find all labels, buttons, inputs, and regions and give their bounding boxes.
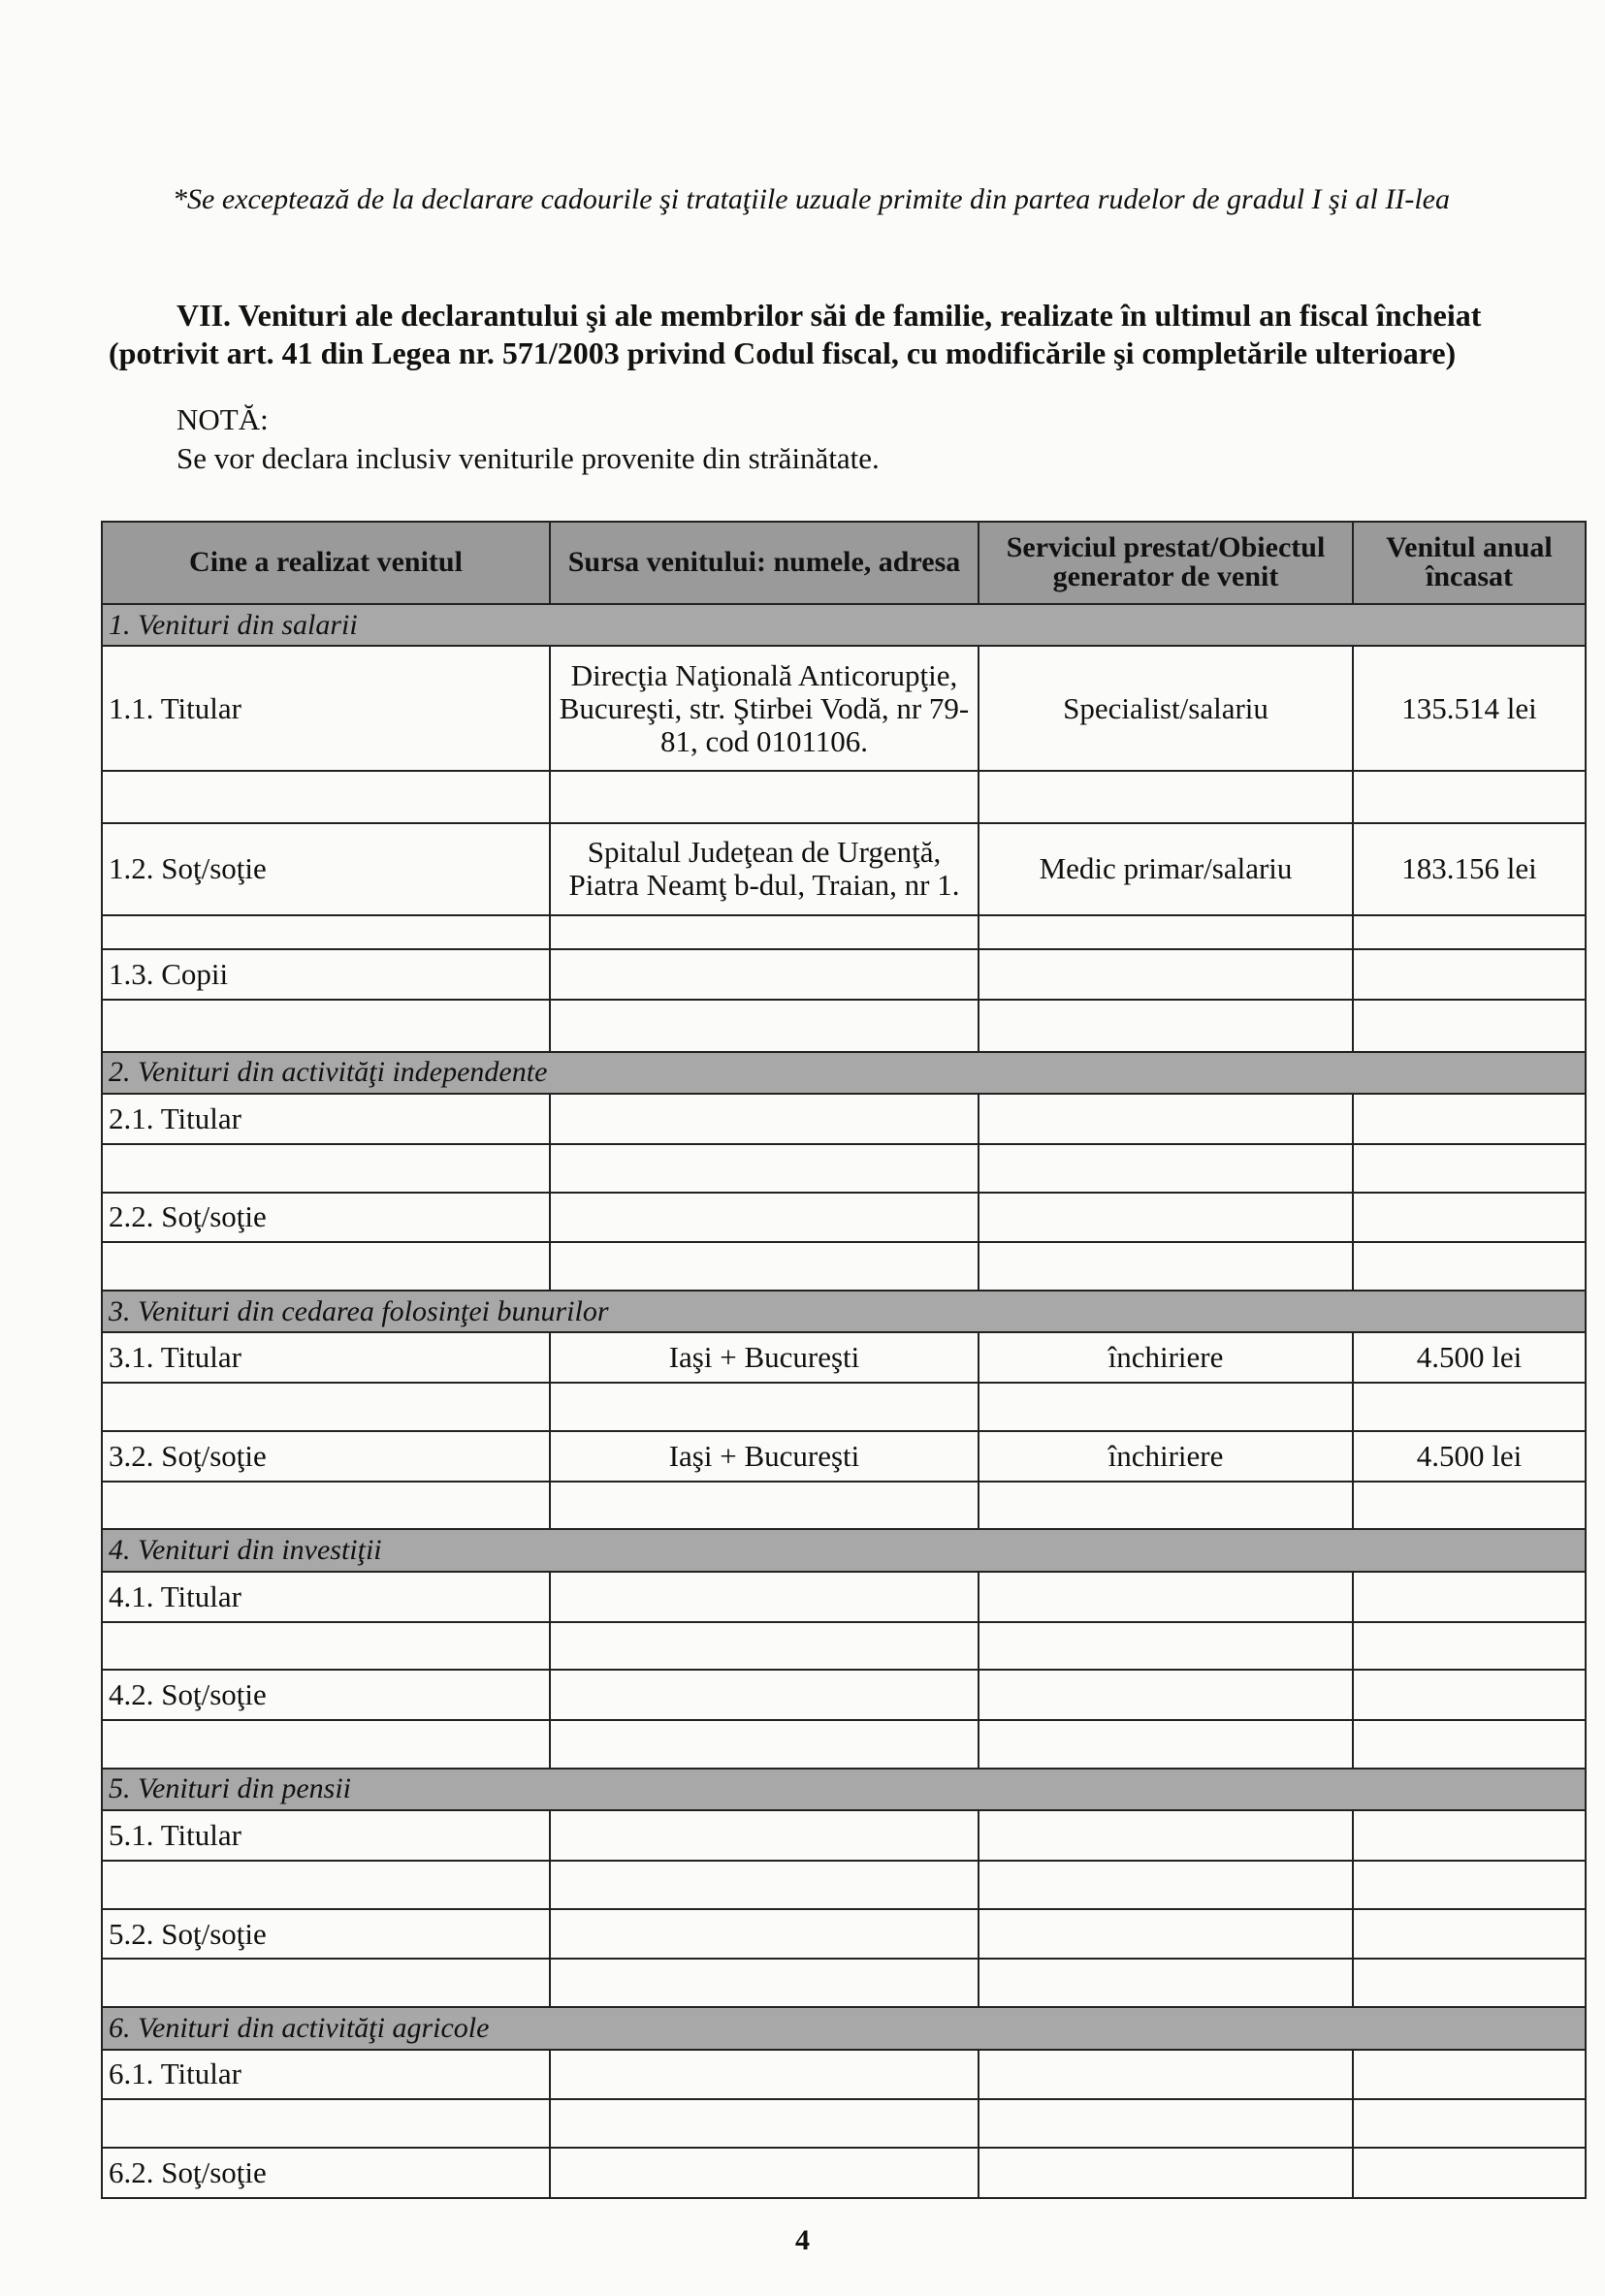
cell-serviciul	[979, 1720, 1353, 1769]
cell-venit	[1353, 1242, 1586, 1291]
cell-sursa: Direcţia Naţională Anticorupţie, Bucureşti, str. Ştirbei Vodă, nr 79-81, cod 0101106.	[550, 646, 979, 770]
cell-serviciul	[979, 1094, 1353, 1144]
cell-serviciul	[979, 1670, 1353, 1720]
cell-sursa	[550, 1670, 979, 1720]
cell-serviciul	[979, 1861, 1353, 1909]
table-row	[102, 646, 1586, 770]
cell-venit	[1353, 1193, 1586, 1243]
table-row	[102, 1909, 1586, 1960]
cell-venit	[1353, 2050, 1586, 2100]
cell-cine: 6.1. Titular	[102, 2050, 550, 2100]
cell-venit	[1353, 1861, 1586, 1909]
table-row	[102, 771, 1586, 823]
cell-sursa	[550, 1909, 979, 1960]
cell-venit	[1353, 1000, 1586, 1052]
cell-cine	[102, 1959, 550, 2007]
cell-venit	[1353, 1810, 1586, 1861]
cell-cine	[102, 1482, 550, 1530]
cell-venit	[1353, 1572, 1586, 1622]
category-row	[102, 2007, 1586, 2049]
cell-cine: 2.1. Titular	[102, 1094, 550, 1144]
cell-cine: 3.1. Titular	[102, 1332, 550, 1383]
cell-sursa	[550, 1482, 979, 1530]
cell-serviciul: Medic primar/salariu	[979, 823, 1353, 915]
table-row	[102, 1144, 1586, 1193]
category-row	[102, 604, 1586, 646]
cell-sursa	[550, 949, 979, 1000]
table-row	[102, 1670, 1586, 1720]
table-row	[102, 1482, 1586, 1530]
cell-venit	[1353, 1959, 1586, 2007]
cell-serviciul	[979, 1000, 1353, 1052]
table-row	[102, 1242, 1586, 1291]
nota-block	[177, 400, 1437, 478]
cell-serviciul	[979, 2148, 1353, 2198]
category-title: 2. Venituri din activităţi independente	[102, 1052, 1586, 1094]
table-row	[102, 2099, 1586, 2148]
cell-sursa	[550, 1144, 979, 1193]
table-row	[102, 1193, 1586, 1243]
cell-sursa: Spitalul Judeţean de Urgenţă, Piatra Neamţ b-dul, Traian, nr 1.	[550, 823, 979, 915]
category-title: 4. Venituri din investiţii	[102, 1529, 1586, 1571]
cell-sursa	[550, 1000, 979, 1052]
cell-cine: 2.2. Soţ/soţie	[102, 1193, 550, 1243]
header-cell-sursa: Sursa venitului: numele, adresa	[550, 522, 979, 604]
cell-serviciul: Specialist/salariu	[979, 646, 1353, 770]
cell-cine	[102, 2099, 550, 2148]
cell-venit	[1353, 949, 1586, 1000]
cell-cine: 5.2. Soţ/soţie	[102, 1909, 550, 1960]
table-row	[102, 1332, 1586, 1383]
table-header-row	[102, 522, 1586, 604]
table-row	[102, 1622, 1586, 1671]
cell-cine	[102, 1861, 550, 1909]
cell-serviciul	[979, 1622, 1353, 1671]
cell-cine	[102, 1242, 550, 1291]
table-row	[102, 1572, 1586, 1622]
cell-cine: 4.1. Titular	[102, 1572, 550, 1622]
category-row	[102, 1769, 1586, 1810]
cell-sursa	[550, 2050, 979, 2100]
cell-venit	[1353, 1720, 1586, 1769]
cell-sursa	[550, 1622, 979, 1671]
cell-cine: 1.2. Soţ/soţie	[102, 823, 550, 915]
category-row	[102, 1291, 1586, 1332]
cell-venit	[1353, 1909, 1586, 1960]
nota-label: NOTĂ:	[177, 402, 269, 436]
cell-sursa	[550, 2099, 979, 2148]
cell-sursa	[550, 771, 979, 823]
table-row	[102, 1959, 1586, 2007]
cell-sursa: Iaşi + Bucureşti	[550, 1431, 979, 1482]
cell-cine	[102, 1622, 550, 1671]
cell-sursa	[550, 1810, 979, 1861]
cell-cine	[102, 771, 550, 823]
cell-sursa	[550, 1193, 979, 1243]
table-row	[102, 1383, 1586, 1431]
cell-sursa	[550, 915, 979, 949]
cell-serviciul	[979, 1383, 1353, 1431]
cell-sursa	[550, 1242, 979, 1291]
cell-cine	[102, 1720, 550, 1769]
income-table-body	[102, 522, 1586, 2198]
cell-serviciul	[979, 2099, 1353, 2148]
cell-cine: 1.1. Titular	[102, 646, 550, 770]
cell-cine: 5.1. Titular	[102, 1810, 550, 1861]
income-table	[101, 521, 1587, 2199]
header-cell-serviciul: Serviciul prestat/Obiectul generator de venit	[979, 522, 1353, 604]
table-row	[102, 1861, 1586, 1909]
cell-sursa	[550, 1720, 979, 1769]
cell-sursa: Iaşi + Bucureşti	[550, 1332, 979, 1383]
table-row	[102, 2050, 1586, 2100]
cell-venit	[1353, 1383, 1586, 1431]
cell-sursa	[550, 1094, 979, 1144]
cell-sursa	[550, 1572, 979, 1622]
cell-serviciul	[979, 1572, 1353, 1622]
cell-serviciul	[979, 1482, 1353, 1530]
page-number: 4	[795, 2224, 810, 2256]
cell-cine	[102, 1383, 550, 1431]
cell-venit	[1353, 1144, 1586, 1193]
cell-serviciul	[979, 1810, 1353, 1861]
cell-venit: 135.514 lei	[1353, 646, 1586, 770]
table-row	[102, 2148, 1586, 2198]
footnote-exception: *Se exceptează de la declarare cadourile şi trataţiile uzuale primite din partea rudelor de gradul I şi al II-lea	[173, 183, 1450, 215]
cell-serviciul	[979, 2050, 1353, 2100]
cell-serviciul: închiriere	[979, 1332, 1353, 1383]
cell-serviciul	[979, 1242, 1353, 1291]
cell-venit	[1353, 2099, 1586, 2148]
cell-cine	[102, 915, 550, 949]
table-row	[102, 949, 1586, 1000]
header-cell-cine: Cine a realizat venitul	[102, 522, 550, 604]
category-title: 3. Venituri din cedarea folosinţei bunurilor	[102, 1291, 1586, 1332]
category-row	[102, 1529, 1586, 1571]
cell-serviciul	[979, 1193, 1353, 1243]
table-row	[102, 823, 1586, 915]
cell-serviciul	[979, 771, 1353, 823]
cell-serviciul	[979, 915, 1353, 949]
table-row	[102, 1000, 1586, 1052]
cell-sursa	[550, 1861, 979, 1909]
cell-cine: 4.2. Soţ/soţie	[102, 1670, 550, 1720]
cell-serviciul	[979, 1959, 1353, 2007]
section-heading: VII. Venituri ale declarantului şi ale membrilor săi de familie, realizate în ultimul an fiscal încheiat (potrivit art. 41 din Legea nr. 571/2003 privind Codul fiscal, cu modificările şi completările ulterioare)	[109, 298, 1482, 370]
cell-cine	[102, 1144, 550, 1193]
table-row	[102, 1431, 1586, 1482]
cell-cine: 3.2. Soţ/soţie	[102, 1431, 550, 1482]
cell-venit: 183.156 lei	[1353, 823, 1586, 915]
category-title: 1. Venituri din salarii	[102, 604, 1586, 646]
cell-sursa	[550, 2148, 979, 2198]
cell-serviciul	[979, 949, 1353, 1000]
cell-cine	[102, 1000, 550, 1052]
cell-cine: 1.3. Copii	[102, 949, 550, 1000]
table-row	[102, 915, 1586, 949]
cell-venit	[1353, 771, 1586, 823]
category-title: 5. Venituri din pensii	[102, 1769, 1586, 1810]
category-title: 6. Venituri din activităţi agricole	[102, 2007, 1586, 2049]
cell-serviciul: închiriere	[979, 1431, 1353, 1482]
table-row	[102, 1810, 1586, 1861]
cell-venit	[1353, 915, 1586, 949]
cell-venit	[1353, 1670, 1586, 1720]
nota-text: Se vor declara inclusiv veniturile provenite din străinătate.	[177, 441, 880, 475]
cell-venit	[1353, 1622, 1586, 1671]
cell-sursa	[550, 1959, 979, 2007]
cell-sursa	[550, 1383, 979, 1431]
cell-venit	[1353, 1094, 1586, 1144]
cell-venit	[1353, 2148, 1586, 2198]
header-cell-venitul: Venitul anual încasat	[1353, 522, 1586, 604]
cell-serviciul	[979, 1909, 1353, 1960]
table-row	[102, 1094, 1586, 1144]
cell-venit	[1353, 1482, 1586, 1530]
cell-venit: 4.500 lei	[1353, 1431, 1586, 1482]
category-row	[102, 1052, 1586, 1094]
table-row	[102, 1720, 1586, 1769]
cell-serviciul	[979, 1144, 1353, 1193]
cell-venit: 4.500 lei	[1353, 1332, 1586, 1383]
cell-cine: 6.2. Soţ/soţie	[102, 2148, 550, 2198]
